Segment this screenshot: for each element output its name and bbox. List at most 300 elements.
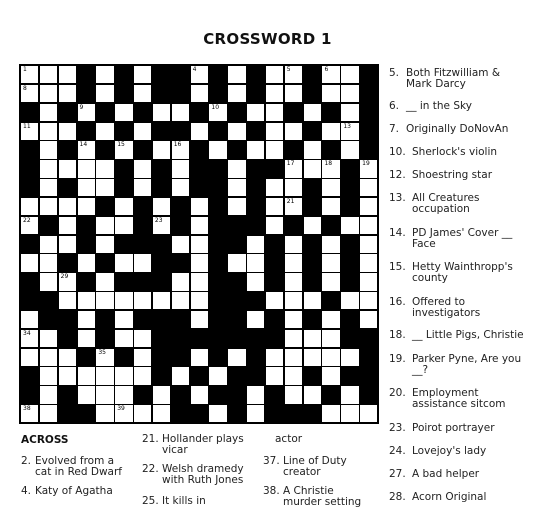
clue-num: 37. — [263, 455, 280, 467]
grid-cell[interactable] — [20, 84, 39, 103]
grid-cell[interactable] — [208, 103, 227, 122]
grid-cell[interactable] — [340, 291, 359, 310]
grid-cell[interactable] — [208, 140, 227, 159]
clue-number: 18 — [324, 160, 333, 168]
grid-cell[interactable] — [190, 235, 209, 254]
grid-cell[interactable] — [58, 84, 77, 103]
grid-cell[interactable] — [20, 216, 39, 235]
down-clue — [389, 423, 525, 434]
grid-cell[interactable] — [20, 310, 39, 329]
grid-block — [246, 65, 265, 84]
grid-block — [77, 122, 96, 141]
grid-block — [227, 385, 246, 404]
grid-cell[interactable] — [359, 235, 378, 254]
grid-cell[interactable] — [359, 291, 378, 310]
grid-block — [227, 291, 246, 310]
grid-cell[interactable] — [77, 329, 96, 348]
grid-cell[interactable] — [321, 253, 340, 272]
clue-text: Offered to investigators — [412, 296, 481, 319]
grid-cell[interactable] — [190, 348, 209, 367]
grid-cell[interactable] — [321, 235, 340, 254]
grid-cell[interactable] — [303, 385, 322, 404]
grid-cell[interactable] — [39, 84, 58, 103]
clue-num: 38. — [263, 485, 280, 497]
grid-block — [340, 366, 359, 385]
grid-cell[interactable] — [133, 329, 152, 348]
grid-cell[interactable] — [39, 65, 58, 84]
grid-cell[interactable] — [190, 291, 209, 310]
grid-cell[interactable] — [171, 366, 190, 385]
grid-block — [359, 366, 378, 385]
clue-num: 21. — [142, 433, 159, 445]
clue-num: 4. — [21, 485, 32, 497]
grid-block — [152, 253, 171, 272]
grid-cell[interactable] — [171, 272, 190, 291]
crossword-grid — [19, 64, 379, 424]
grid-cell[interactable] — [20, 329, 39, 348]
grid-cell[interactable] — [58, 65, 77, 84]
grid-cell[interactable] — [20, 348, 39, 367]
grid-cell[interactable] — [58, 122, 77, 141]
grid-cell[interactable] — [227, 84, 246, 103]
grid-block — [265, 235, 284, 254]
grid-cell[interactable] — [114, 329, 133, 348]
grid-block — [227, 216, 246, 235]
grid-cell[interactable] — [359, 216, 378, 235]
grid-block — [152, 178, 171, 197]
grid-block — [39, 310, 58, 329]
grid-cell[interactable] — [39, 140, 58, 159]
grid-cell[interactable] — [227, 348, 246, 367]
grid-block — [114, 348, 133, 367]
grid-cell[interactable] — [321, 404, 340, 423]
grid-cell[interactable] — [190, 253, 209, 272]
grid-cell[interactable] — [190, 197, 209, 216]
grid-block — [208, 385, 227, 404]
grid-cell[interactable] — [265, 216, 284, 235]
grid-cell[interactable] — [95, 366, 114, 385]
clue-number: 28 — [343, 254, 351, 262]
grid-cell[interactable] — [265, 140, 284, 159]
grid-cell[interactable] — [77, 291, 96, 310]
grid-cell[interactable] — [114, 253, 133, 272]
grid-block — [133, 197, 152, 216]
grid-cell[interactable] — [152, 140, 171, 159]
grid-cell[interactable] — [171, 103, 190, 122]
grid-block — [227, 140, 246, 159]
grid-block — [208, 65, 227, 84]
grid-cell[interactable] — [340, 65, 359, 84]
grid-block — [227, 404, 246, 423]
grid-block — [171, 122, 190, 141]
grid-block — [114, 235, 133, 254]
clue-text: A bad helper — [412, 468, 480, 480]
grid-cell[interactable] — [321, 197, 340, 216]
grid-cell[interactable] — [227, 65, 246, 84]
grid-block — [190, 366, 209, 385]
grid-block — [303, 122, 322, 141]
grid-cell[interactable] — [39, 103, 58, 122]
grid-cell[interactable] — [114, 216, 133, 235]
grid-cell[interactable] — [20, 65, 39, 84]
grid-cell[interactable] — [171, 159, 190, 178]
grid-cell[interactable] — [39, 404, 58, 423]
grid-cell[interactable] — [95, 65, 114, 84]
clue-num: 27. — [389, 468, 406, 480]
grid-cell[interactable] — [227, 197, 246, 216]
grid-cell[interactable] — [284, 329, 303, 348]
clue-number: 30 — [305, 273, 314, 281]
clue-text: __ in the Sky — [406, 100, 472, 112]
grid-block — [20, 291, 39, 310]
grid-cell[interactable] — [246, 404, 265, 423]
clue-number: 38 — [23, 405, 31, 413]
grid-cell[interactable] — [133, 122, 152, 141]
grid-cell[interactable] — [190, 216, 209, 235]
grid-block — [246, 216, 265, 235]
grid-cell[interactable] — [114, 366, 133, 385]
grid-cell[interactable] — [190, 122, 209, 141]
grid-cell[interactable] — [190, 65, 209, 84]
clue-num: 23. — [389, 422, 406, 434]
grid-cell[interactable] — [265, 291, 284, 310]
grid-cell[interactable] — [77, 366, 96, 385]
grid-cell[interactable] — [284, 253, 303, 272]
clue-number: 9 — [79, 103, 84, 111]
grid-cell[interactable] — [95, 178, 114, 197]
grid-cell[interactable] — [303, 348, 322, 367]
grid-cell[interactable] — [340, 103, 359, 122]
grid-cell[interactable] — [227, 159, 246, 178]
grid-cell[interactable] — [284, 197, 303, 216]
clue-text: Shoestring star — [412, 169, 493, 181]
grid-cell[interactable] — [321, 84, 340, 103]
grid-cell[interactable] — [39, 159, 58, 178]
clue-number: 12 — [249, 122, 257, 130]
grid-cell[interactable] — [190, 310, 209, 329]
grid-cell[interactable] — [321, 178, 340, 197]
down-clue — [389, 446, 525, 457]
grid-cell[interactable] — [152, 197, 171, 216]
grid-cell[interactable] — [340, 122, 359, 141]
grid-cell[interactable] — [20, 404, 39, 423]
grid-cell[interactable] — [227, 122, 246, 141]
grid-block — [208, 159, 227, 178]
grid-cell[interactable] — [95, 385, 114, 404]
grid-cell[interactable] — [246, 310, 265, 329]
grid-cell[interactable] — [133, 159, 152, 178]
grid-cell[interactable] — [39, 348, 58, 367]
grid-block — [265, 385, 284, 404]
grid-cell[interactable] — [152, 385, 171, 404]
grid-cell[interactable] — [114, 291, 133, 310]
grid-block — [58, 404, 77, 423]
grid-cell[interactable] — [321, 65, 340, 84]
grid-block — [58, 329, 77, 348]
grid-block — [303, 366, 322, 385]
clue-number: 25 — [117, 235, 125, 243]
grid-block — [321, 216, 340, 235]
grid-cell[interactable] — [39, 178, 58, 197]
grid-cell[interactable] — [95, 216, 114, 235]
grid-cell[interactable] — [321, 272, 340, 291]
grid-cell[interactable] — [133, 84, 152, 103]
clue-number: 27 — [305, 235, 314, 243]
grid-cell[interactable] — [246, 272, 265, 291]
grid-cell[interactable] — [321, 310, 340, 329]
clue-text: Hollander plays vicar — [162, 433, 244, 456]
grid-cell[interactable] — [284, 178, 303, 197]
grid-cell[interactable] — [95, 291, 114, 310]
grid-cell[interactable] — [303, 291, 322, 310]
grid-cell[interactable] — [58, 216, 77, 235]
clue-number: 6 — [324, 66, 329, 73]
grid-cell[interactable] — [359, 178, 378, 197]
grid-cell[interactable] — [95, 235, 114, 254]
grid-block — [227, 235, 246, 254]
grid-block — [20, 103, 39, 122]
grid-cell[interactable] — [77, 140, 96, 159]
grid-cell[interactable] — [77, 178, 96, 197]
grid-cell[interactable] — [95, 122, 114, 141]
grid-block — [208, 178, 227, 197]
grid-block — [359, 385, 378, 404]
grid-cell[interactable] — [20, 122, 39, 141]
grid-cell[interactable] — [114, 385, 133, 404]
grid-cell[interactable] — [77, 103, 96, 122]
grid-cell[interactable] — [321, 348, 340, 367]
grid-cell[interactable] — [265, 65, 284, 84]
clue-num: 6. — [389, 100, 400, 112]
grid-cell[interactable] — [340, 385, 359, 404]
puzzle-title: CROSSWORD 1 — [203, 30, 332, 48]
grid-cell[interactable] — [58, 366, 77, 385]
grid-cell[interactable] — [58, 159, 77, 178]
grid-cell[interactable] — [208, 404, 227, 423]
grid-cell[interactable] — [284, 235, 303, 254]
grid-cell[interactable] — [359, 197, 378, 216]
grid-cell[interactable] — [58, 348, 77, 367]
clue-num: 20. — [389, 387, 406, 399]
grid-cell[interactable] — [321, 329, 340, 348]
grid-cell[interactable] — [284, 65, 303, 84]
clue-num: 10. — [389, 146, 406, 158]
grid-cell[interactable] — [340, 404, 359, 423]
clue-text: Lovejoy's lady — [412, 445, 487, 457]
grid-cell[interactable] — [133, 178, 152, 197]
grid-block — [321, 291, 340, 310]
clue-number: 8 — [23, 84, 27, 92]
grid-cell[interactable] — [95, 84, 114, 103]
clue-number: 34 — [23, 329, 31, 337]
grid-block — [359, 329, 378, 348]
grid-cell[interactable] — [58, 291, 77, 310]
grid-block — [58, 385, 77, 404]
grid-cell[interactable] — [340, 348, 359, 367]
grid-cell[interactable] — [77, 385, 96, 404]
grid-cell[interactable] — [114, 197, 133, 216]
grid-cell[interactable] — [133, 253, 152, 272]
grid-cell[interactable] — [152, 291, 171, 310]
grid-cell[interactable] — [284, 291, 303, 310]
grid-cell[interactable] — [359, 159, 378, 178]
grid-cell[interactable] — [265, 348, 284, 367]
grid-cell[interactable] — [152, 103, 171, 122]
grid-cell[interactable] — [284, 366, 303, 385]
grid-cell[interactable] — [58, 272, 77, 291]
grid-block — [58, 310, 77, 329]
grid-cell[interactable] — [340, 216, 359, 235]
grid-cell[interactable] — [133, 348, 152, 367]
clue-number: 4 — [192, 66, 197, 73]
grid-cell[interactable] — [133, 366, 152, 385]
clue-num: 16. — [389, 296, 406, 308]
grid-cell[interactable] — [39, 253, 58, 272]
grid-block — [303, 197, 322, 216]
grid-cell[interactable] — [340, 84, 359, 103]
grid-cell[interactable] — [171, 235, 190, 254]
grid-cell[interactable] — [303, 140, 322, 159]
grid-cell[interactable] — [246, 235, 265, 254]
grid-cell[interactable] — [190, 385, 209, 404]
grid-cell[interactable] — [284, 84, 303, 103]
clue-text: Hetty Wainthropp's county — [412, 261, 513, 284]
grid-cell[interactable] — [303, 159, 322, 178]
grid-cell[interactable] — [265, 178, 284, 197]
grid-cell[interactable] — [265, 122, 284, 141]
grid-cell[interactable] — [171, 291, 190, 310]
grid-cell[interactable] — [246, 103, 265, 122]
grid-cell[interactable] — [114, 310, 133, 329]
grid-cell[interactable] — [114, 140, 133, 159]
grid-cell[interactable] — [303, 329, 322, 348]
grid-cell[interactable] — [265, 103, 284, 122]
grid-cell[interactable] — [190, 272, 209, 291]
grid-block — [208, 197, 227, 216]
grid-cell[interactable] — [303, 216, 322, 235]
grid-block — [265, 310, 284, 329]
grid-cell[interactable] — [95, 272, 114, 291]
grid-cell[interactable] — [39, 235, 58, 254]
grid-cell[interactable] — [20, 253, 39, 272]
grid-cell[interactable] — [246, 140, 265, 159]
grid-cell[interactable] — [208, 366, 227, 385]
grid-cell[interactable] — [246, 385, 265, 404]
grid-cell[interactable] — [284, 122, 303, 141]
grid-cell[interactable] — [265, 84, 284, 103]
grid-block — [152, 272, 171, 291]
grid-cell[interactable] — [321, 366, 340, 385]
grid-cell[interactable] — [171, 140, 190, 159]
grid-cell[interactable] — [20, 197, 39, 216]
grid-cell[interactable] — [227, 253, 246, 272]
grid-cell[interactable] — [58, 197, 77, 216]
grid-block — [208, 235, 227, 254]
grid-cell[interactable] — [359, 404, 378, 423]
grid-cell[interactable] — [359, 310, 378, 329]
grid-cell[interactable] — [133, 65, 152, 84]
across-clue — [21, 486, 133, 497]
grid-cell[interactable] — [95, 159, 114, 178]
grid-block — [246, 291, 265, 310]
grid-block — [265, 253, 284, 272]
grid-block — [246, 159, 265, 178]
grid-cell[interactable] — [359, 253, 378, 272]
grid-cell[interactable] — [77, 197, 96, 216]
grid-cell[interactable] — [227, 178, 246, 197]
grid-cell[interactable] — [114, 404, 133, 423]
grid-cell[interactable] — [39, 366, 58, 385]
grid-block — [77, 235, 96, 254]
grid-block — [133, 310, 152, 329]
grid-block — [265, 329, 284, 348]
grid-cell[interactable] — [284, 159, 303, 178]
grid-cell[interactable] — [39, 197, 58, 216]
grid-cell[interactable] — [39, 272, 58, 291]
grid-cell[interactable] — [171, 178, 190, 197]
grid-cell[interactable] — [58, 235, 77, 254]
grid-cell[interactable] — [340, 140, 359, 159]
grid-block — [303, 404, 322, 423]
grid-cell[interactable] — [284, 310, 303, 329]
grid-block — [246, 197, 265, 216]
grid-cell[interactable] — [303, 103, 322, 122]
grid-cell[interactable] — [321, 159, 340, 178]
grid-cell[interactable] — [39, 122, 58, 141]
grid-cell[interactable] — [133, 291, 152, 310]
grid-cell[interactable] — [265, 197, 284, 216]
across-heading: ACROSS — [21, 434, 69, 446]
grid-block — [58, 253, 77, 272]
grid-block — [265, 159, 284, 178]
grid-cell[interactable] — [359, 272, 378, 291]
grid-cell[interactable] — [95, 404, 114, 423]
grid-block — [340, 329, 359, 348]
grid-block — [284, 140, 303, 159]
clue-number: 5 — [286, 66, 291, 73]
grid-block — [190, 329, 209, 348]
grid-block — [171, 65, 190, 84]
clue-num: 14. — [389, 227, 406, 239]
grid-block — [58, 140, 77, 159]
grid-cell[interactable] — [284, 385, 303, 404]
grid-cell[interactable] — [133, 404, 152, 423]
grid-cell[interactable] — [284, 348, 303, 367]
down-clue — [389, 228, 525, 250]
grid-cell[interactable] — [77, 253, 96, 272]
grid-cell[interactable] — [77, 159, 96, 178]
grid-cell[interactable] — [39, 385, 58, 404]
grid-cell[interactable] — [190, 84, 209, 103]
grid-block — [95, 310, 114, 329]
grid-cell[interactable] — [246, 253, 265, 272]
grid-block — [133, 235, 152, 254]
grid-cell[interactable] — [39, 329, 58, 348]
clue-number: 39 — [117, 405, 125, 413]
grid-block — [208, 272, 227, 291]
grid-cell[interactable] — [321, 122, 340, 141]
grid-cell[interactable] — [77, 310, 96, 329]
clue-num: 22. — [142, 463, 159, 475]
across-clue — [142, 464, 250, 486]
grid-cell[interactable] — [152, 216, 171, 235]
clue-number: 24 — [249, 216, 257, 224]
grid-cell[interactable] — [265, 366, 284, 385]
grid-cell[interactable] — [284, 272, 303, 291]
grid-cell[interactable] — [114, 103, 133, 122]
grid-cell[interactable] — [95, 348, 114, 367]
grid-cell[interactable] — [152, 404, 171, 423]
